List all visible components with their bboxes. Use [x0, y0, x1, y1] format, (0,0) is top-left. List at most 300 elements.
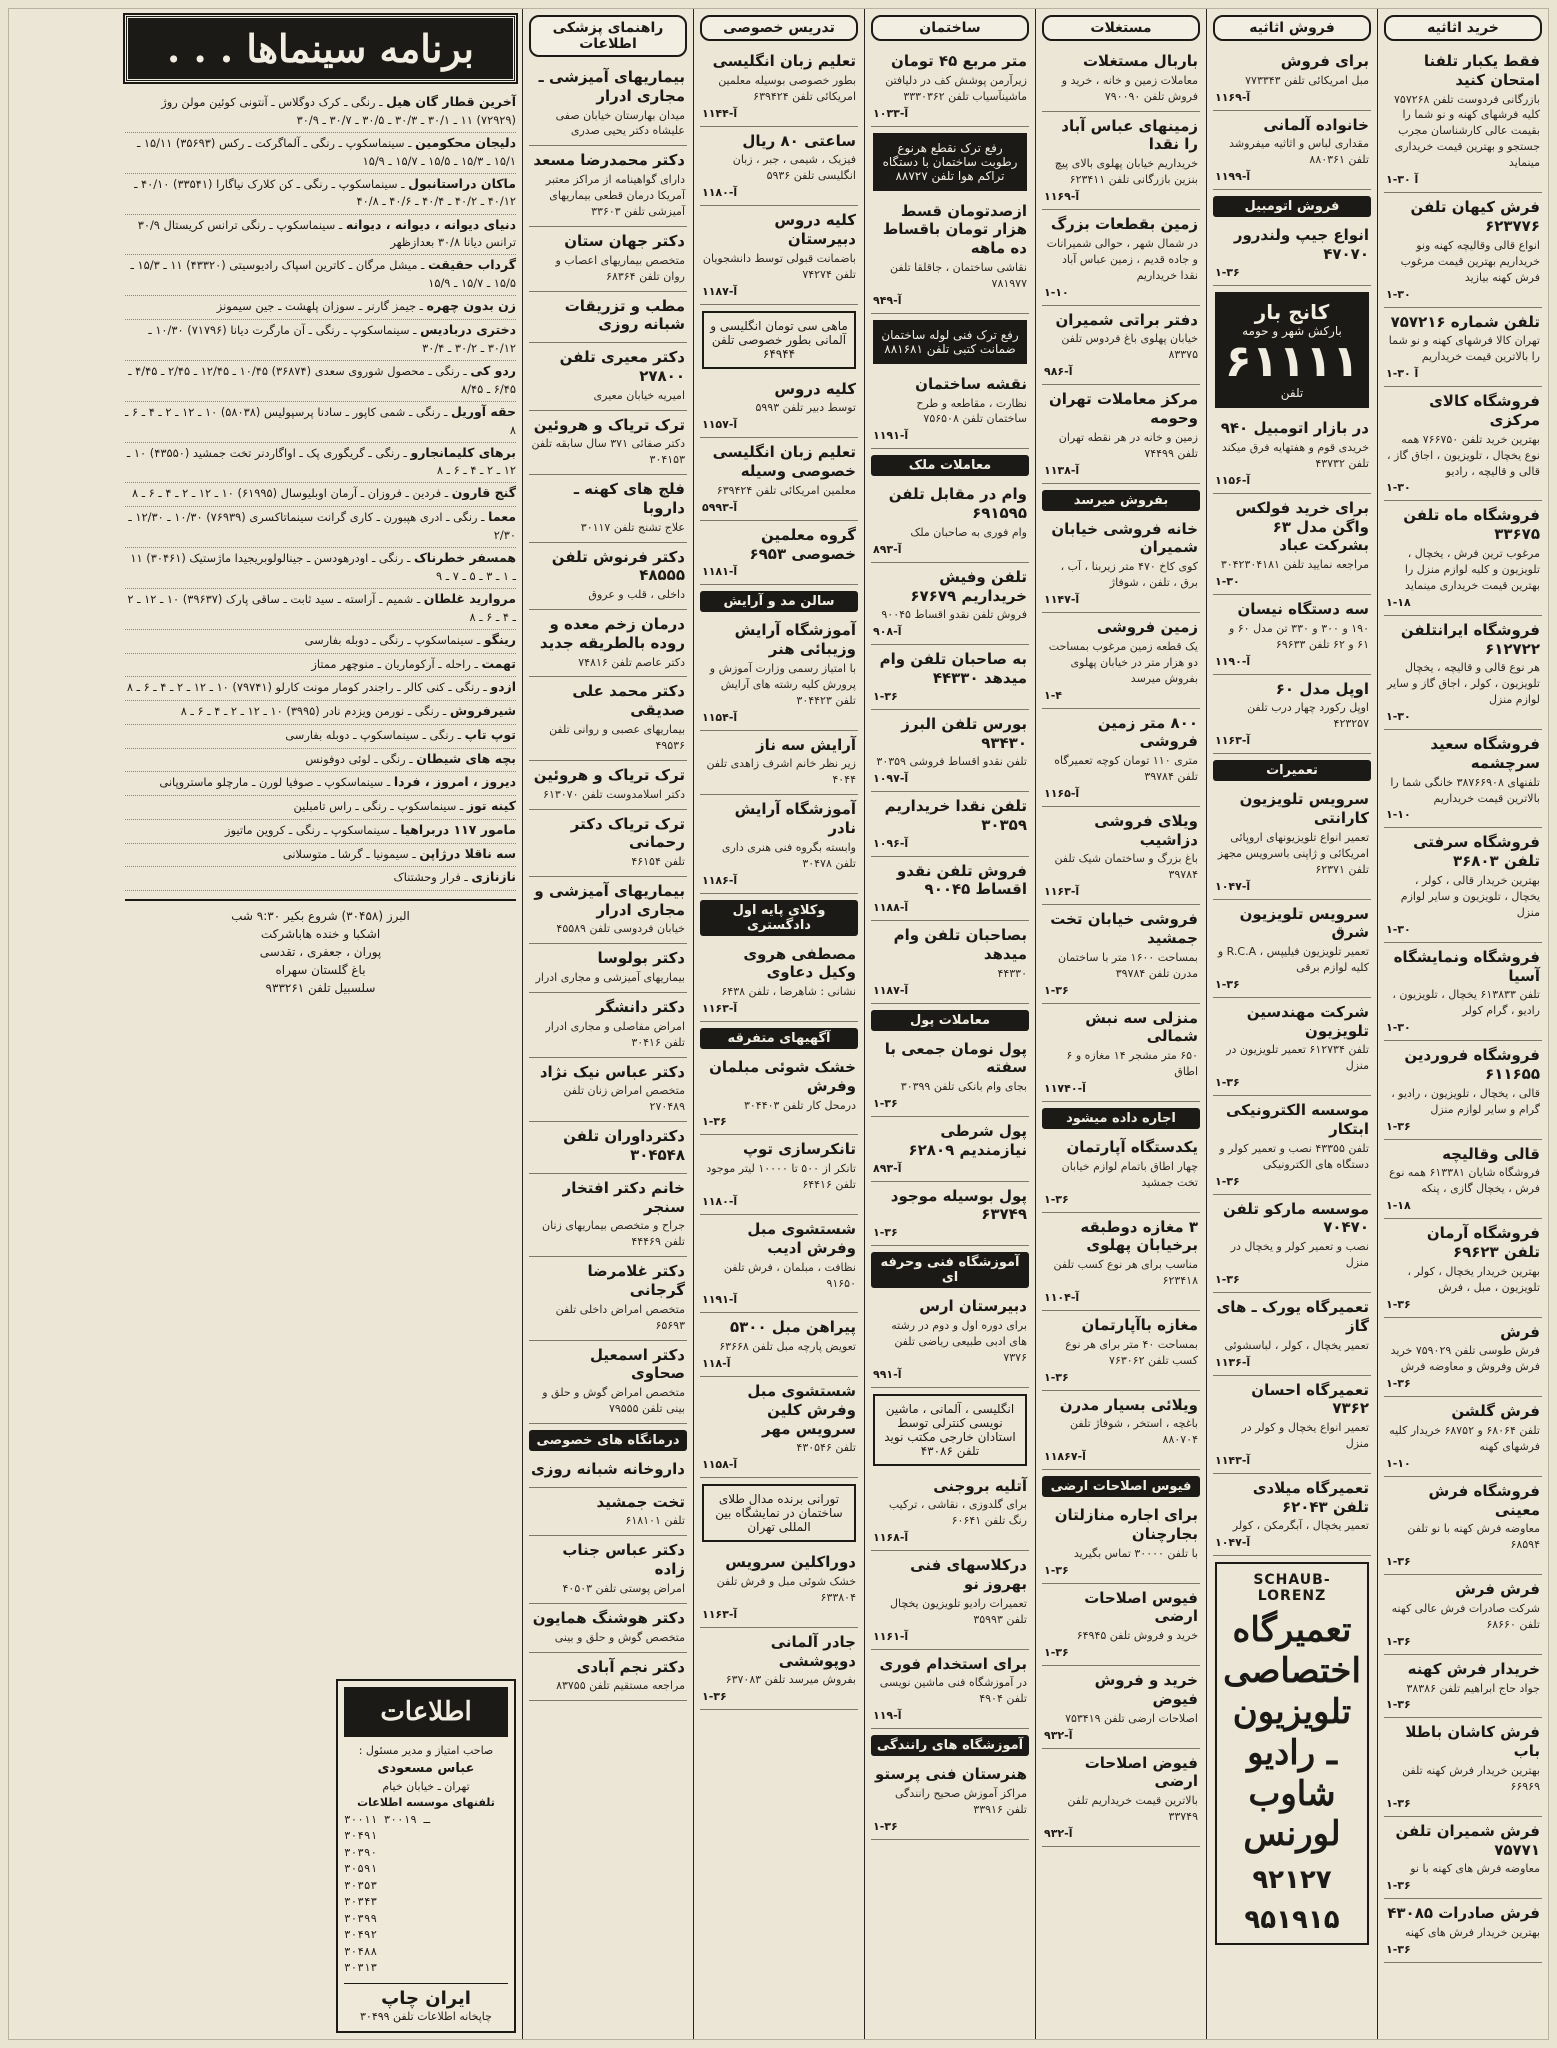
- section-band: فیوس اصلاحات ارضی: [1042, 1476, 1200, 1497]
- ad-code: ۱-۴: [1044, 688, 1062, 702]
- classified-ad: [1213, 998, 1371, 1096]
- classified-ad: [700, 1135, 858, 1215]
- ad-body: متخصص گوش و حلق و بینی: [554, 1630, 685, 1644]
- ad-code: آ-۱۱۸۷: [873, 983, 909, 997]
- ad-code: ۱-۳۶: [1215, 1076, 1240, 1090]
- ad-body: فروش تلفن نقدو اقساط ۹۰۰۴۵: [881, 608, 1027, 622]
- column-buy-furniture: [1377, 9, 1548, 2039]
- ad-list: [1042, 1133, 1200, 1470]
- ad-body: دکتر صفائی ۳۷۱ سال سابقه تلفن ۳۰۴۱۵۳: [531, 437, 685, 467]
- ad-title: تعلیم زبان انگلیسی: [712, 52, 856, 70]
- column-header: مستغلات: [1042, 15, 1200, 41]
- section-band: فروش اتومبیل: [1213, 196, 1371, 217]
- ad-title: فلج های کهنه ـ داروبا: [573, 480, 685, 517]
- ad-body: نظارت ، مقاطعه و طرح ساختمان تلفن ۷۵۶۵۰۸: [916, 396, 1027, 426]
- ad-title: برای اجاره منازلتان بجارچنان: [1054, 1506, 1198, 1543]
- ad-title: خانواده آلمانی: [1263, 115, 1369, 134]
- ad-title: دکترداوران تلفن ۳۰۴۵۴۸: [563, 1127, 685, 1165]
- ad-body: امیریه خیابان معیری: [593, 388, 685, 402]
- film-info: ـ سینماسکوپ ـ رنگی ترانس کریستال ۳۰/۹ ترانس دیانا ۳۰/۸ بعدازظهر: [137, 217, 516, 250]
- ad-code: ۱-۳۶: [1044, 1370, 1069, 1384]
- ad-code: آ-۱۱۵۸: [702, 1458, 738, 1472]
- ad-title: داروخانه شبانه روزی: [531, 1459, 685, 1478]
- cinema-list: [125, 92, 516, 891]
- classified-ad: [1213, 47, 1371, 111]
- boxed-ad-text: تورانی برنده مدال طلای ساختمان در نمایشگاه بین المللی تهران: [715, 1492, 843, 1535]
- ad-code: آ-۱۱۸۱: [702, 565, 738, 579]
- classified-ad: [1042, 613, 1200, 709]
- classified-ad: [700, 1053, 858, 1135]
- ad-body: برای دوره اول و دوم در رشته های ادبی طبیعی ریاضی تلفن ۷۳۷۶: [891, 1318, 1027, 1364]
- boxed-ad-text: رفع ترک نقطع هرنوع رطوبت ساختمان با دستگاه تراکم هوا تلفن ۸۸۷۲۷: [882, 140, 1018, 183]
- ad-title: جادر آلمانی دوپوششی: [770, 1632, 856, 1670]
- classified-ad: [529, 677, 687, 760]
- ad-code: ۱-۳۶: [1215, 1273, 1240, 1287]
- ad-list: [529, 1455, 687, 1701]
- classified-ad: [871, 480, 1029, 562]
- cinema-entry: [125, 630, 516, 654]
- film-title: دنیای دیوانه ، دیوانه ، دیوانه: [345, 216, 516, 232]
- classified-ad: [529, 1257, 687, 1340]
- ad-list: [871, 197, 1029, 314]
- classified-ad: [700, 127, 858, 207]
- ad-code: ۱-۳۰: [1386, 710, 1411, 724]
- ad-title: درکلاسهای فنی بهروز نو: [910, 1556, 1027, 1593]
- ad-body: نظافت ، مبلمان ، فرش تلفن ۹۱۶۵۰: [723, 1260, 856, 1290]
- ad-title: آتلیه بروجنی: [933, 1476, 1027, 1495]
- section-band: آموزشگاه فنی وحرفه ای: [871, 1252, 1029, 1288]
- section-band: معاملات ملک: [871, 455, 1029, 476]
- film-info: ـ میشل مرگان ـ کاترین اسپاک رادیوسیتی (۴۳۳۲۰) ۱۱ ـ ۱۵/۳ ـ ۱۵/۵ ـ ۱۵/۷ ـ ۱۵/۹: [130, 258, 516, 291]
- ad-title: بورس تلفن البرز ۹۳۴۳۰: [901, 714, 1027, 752]
- classified-ad: [871, 1760, 1029, 1840]
- ad-list: [1042, 515, 1200, 1102]
- cinema-entry: [125, 796, 516, 820]
- cinema-entry: [125, 772, 516, 796]
- ad-body: ۴۴۳۳۰: [997, 966, 1027, 980]
- ad-title: سه دستگاه نیسان: [1237, 600, 1369, 619]
- classified-ad: [700, 375, 858, 439]
- ad-title: فرش گلشن: [1451, 1402, 1540, 1421]
- ad-code: آ-۹۳۲: [1044, 1728, 1073, 1742]
- ad-list: [871, 480, 1029, 1003]
- cargo-phone-label: تلفن: [1280, 386, 1304, 401]
- ad-title: خانم دکتر افتخار سنجر: [562, 1178, 685, 1216]
- ad-code: آ-۱۰۳۳: [873, 106, 909, 120]
- ad-title: کلیه دروس دبیرستان: [774, 211, 856, 248]
- classified-ad: [529, 1122, 687, 1174]
- cinema-entry: [125, 725, 516, 749]
- classified-ad: [700, 521, 858, 586]
- ad-code: آ-۱۱۳۶: [1215, 1355, 1251, 1369]
- pharmacy-line: اشکبا و خنده هاباشرکت: [260, 927, 381, 942]
- cargo-ad-box: [1215, 292, 1369, 408]
- ad-list: [871, 1035, 1029, 1246]
- boxed-ad: [702, 311, 856, 369]
- ad-body: بطور خصوصی بوسیله معلمین امریکائی تلفن ۶۳۹۴۲۴: [718, 73, 856, 103]
- ad-body: نقاشی ساختمان ، جاقلقا تلفن ۷۸۱۹۷۷: [890, 260, 1027, 290]
- schaub-lorenz-ad: [1215, 1562, 1369, 1945]
- classified-ad: [1384, 943, 1542, 1041]
- film-info: ـ سینماسکوپ ـ رنگی ـ آن مارگرت دیانا (۷۱۷۹۶) ۱۰/۳۰ ـ ۳۰/۱۲ ـ ۳۰/۲ ـ ۳۰/۴: [148, 323, 516, 355]
- ad-title: دکتر جهان ستان: [564, 231, 685, 250]
- cinema-entry: [125, 820, 516, 844]
- cinema-entry: [125, 92, 516, 133]
- ad-title: دکتر محمد علی صدیقی: [572, 682, 685, 720]
- classified-ad: [1213, 1195, 1371, 1293]
- film-info: ـ رنگی ـ لوئی دوفونس: [305, 751, 413, 766]
- classified-ad: [1042, 1501, 1200, 1583]
- ad-body: تلفن نقدو اقساط فروشی ۳۰۳۵۹: [876, 755, 1027, 769]
- classified-ad: [1384, 308, 1542, 388]
- ad-code: آ-۱۱۷۴۰: [1044, 1082, 1086, 1095]
- ad-body: زمین و خانه در هر نقطه تهران تلفن ۷۴۴۹۹: [1058, 430, 1198, 460]
- ad-title: باربال مستغلات: [1082, 52, 1198, 70]
- film-info: ـ سینماسکوپ ـ صوفیا لورن ـ مارچلو ماستروپانی: [159, 775, 391, 790]
- section-band: معاملات پول: [871, 1010, 1029, 1031]
- ad-list: [871, 47, 1029, 127]
- ad-body: تعمیر انواع یخچال و کولر در منزل: [1241, 1421, 1369, 1450]
- ad-body: وابسته بگروه فنی هنری داری تلفن ۳۰۴۷۸: [721, 840, 856, 870]
- ad-code: آ-۱۱۶۵: [1044, 786, 1080, 800]
- ad-body: دارای گواهینامه از مراکز معتبر آمریکا درمان قطعی بیماریهای آمیزشی تلفن ۳۳۶۰۳: [545, 173, 685, 218]
- cinema-entry: [125, 255, 516, 296]
- classified-ad: [700, 1313, 858, 1377]
- ad-title: فروشگاه سرفتی تلفن ۳۶۸۰۳: [1413, 833, 1540, 871]
- ad-body: معاملات زمین و خانه ، خرید و فروش تلفن ۷۹۰۰۹۰: [1061, 73, 1198, 103]
- ad-code: ۱-۳۶: [1044, 983, 1069, 997]
- ad-body: بهترین خریدار قالی ، کولر ، یخچال ، تلویزیون و سایر لوازم منزل: [1400, 873, 1540, 919]
- section-band: اجاره داده میشود: [1042, 1108, 1200, 1129]
- ad-body: خریداریم خیابان پهلوی بالای پیچ بنزین بازرگانی تلفن ۶۲۳۴۱۱: [1054, 157, 1198, 187]
- ad-code: ۱-۳۰ آ: [1386, 367, 1419, 381]
- ad-list: [1213, 785, 1371, 1556]
- cinema-entry: [125, 443, 516, 484]
- classified-ad: [1384, 1718, 1542, 1816]
- classified-ad: [529, 610, 687, 677]
- ad-title: پول نومان جمعی با سفته: [884, 1039, 1027, 1077]
- ad-title: فروشگاه سعید سرچشمه: [1430, 735, 1540, 772]
- classified-ad: [1213, 494, 1371, 595]
- ad-title: دکتر اسمعیل صحاوی: [589, 1345, 685, 1383]
- column-sell-furniture: [1206, 9, 1377, 2039]
- ad-title: فرش صادرات ۴۳۰۸۵: [1387, 1904, 1540, 1923]
- classified-ad: [529, 1174, 687, 1257]
- classified-ad: [1213, 785, 1371, 899]
- ad-body: تعمیر یخچال ، آبگرمکن ، کولر: [1232, 1519, 1369, 1533]
- ad-body: بیماریهای عصبی و روانی تلفن ۴۹۵۳۶: [549, 722, 685, 752]
- ad-body: شرکت صادرات فرش عالی کهنه تلفن ۶۸۶۶۰: [1391, 1601, 1540, 1631]
- ad-title: سرویس تلویزیون شرق: [1239, 904, 1369, 942]
- classified-ad: [871, 645, 1029, 710]
- ad-title: فروشگاه ونمایشگاه آسیا: [1393, 947, 1540, 985]
- film-info: ـ سینماسکوپ ـ رنگی ـ کروین ماتیوز: [225, 822, 397, 837]
- ad-title: زمین فروشی: [1096, 617, 1198, 636]
- phones-list: [344, 1812, 508, 1977]
- film-title: تهمت: [481, 655, 516, 671]
- ad-code: آ-۱۱۶۹: [1044, 190, 1080, 203]
- classified-ad: [1384, 828, 1542, 942]
- ad-code: ۱-۱۰: [1386, 1456, 1411, 1470]
- ad-body: ۶۵۰ متر مشجر ۱۴ مغازه و ۶ اطاق: [1066, 1049, 1198, 1079]
- ad-list: [1213, 47, 1371, 190]
- ad-code: ۱-۳۰: [1386, 287, 1411, 301]
- ad-list: [700, 1548, 858, 1710]
- section-band: آگهیهای متفرقه: [700, 1028, 858, 1049]
- ad-title: تلفن نقدا خریداریم ۳۰۳۵۹: [884, 797, 1027, 834]
- film-title: توپ تاپ: [464, 726, 516, 742]
- ad-code: آ-۱۱۸۷: [702, 284, 738, 298]
- film-info: ـ رنگی ـ اودرهودسن ـ جینالولوبریجیدا ماژستیک (۳۰۴۶۱) ۱۱ ـ ۱ ـ ۳ ـ ۵ ـ ۷ ـ ۹: [130, 551, 516, 583]
- ad-code: ۱-۳۶: [873, 689, 898, 703]
- ad-code: آ-۱۱۹: [873, 1709, 902, 1723]
- ad-body: جراح و متخصص بیماریهای زنان تلفن ۴۴۴۶۹: [542, 1219, 685, 1249]
- ad-code: ۱-۳۶: [702, 1690, 727, 1704]
- ad-code: ۱-۳۰: [1215, 575, 1240, 589]
- cargo-subtitle: بارکش شهر و حومه: [1242, 323, 1342, 338]
- ad-code: ۱-۳۰: [1386, 922, 1411, 936]
- section-band: درمانگاه های خصوصی: [529, 1430, 687, 1451]
- classified-ad: [529, 292, 687, 344]
- ad-code: آ-۱۱۴۷: [1044, 592, 1080, 606]
- ad-body: خرید و فروش تلفن ۶۴۹۴۵: [1076, 1629, 1198, 1643]
- film-title: حقه آوریل: [450, 403, 516, 419]
- classified-ad: [1042, 385, 1200, 483]
- ad-list: [700, 940, 858, 1022]
- classified-ad: [1042, 1004, 1200, 1102]
- ad-body: تلفن ۴۳۰۵۴۶: [796, 1441, 856, 1455]
- ad-body: مبل امریکائی تلفن ۷۷۳۳۴۳: [1245, 73, 1369, 87]
- classified-ad: [1384, 1817, 1542, 1899]
- film-info: ـ شمیم ـ آراسته ـ سید ثابت ـ ساقی پارک (۳۹۶۳۷) ۱۰ ـ ۱۲ ـ ۲ ـ ۴ ـ ۶ ـ ۸: [127, 591, 516, 624]
- ad-title: یکدستگاه آپارتمان: [1066, 1138, 1198, 1156]
- classified-ad: [871, 1182, 1029, 1247]
- ad-code: ۱-۳۶: [873, 1226, 898, 1240]
- ad-body: باغچه ، استخر ، شوفاژ تلفن ۸۸۰۷۰۴: [1070, 1417, 1198, 1447]
- ad-title: دکتر فرنوش تلفن ۴۸۵۵۵: [551, 547, 685, 585]
- phone-number: ۳۰۳۱۳: [344, 1961, 378, 1974]
- classified-ad: [1384, 1575, 1542, 1655]
- cinema-entry: [125, 174, 516, 215]
- classified-ad: [871, 921, 1029, 1003]
- ad-body: امراض پوستی تلفن ۴۰۵۰۳: [562, 1581, 685, 1595]
- film-info: ـ رنگی ـ کرک دوگلاس ـ آنتونی کوئین مولن روژ (۷۲۹۲۹) ۱۱ ـ ۳۰/۱ ـ ۳۰/۳ ـ ۳۰/۵ ـ ۳۰/۷ ـ ۳۰/۹: [161, 95, 516, 127]
- ad-title: فقط یکبار تلفنا امتحان کنید: [1423, 52, 1540, 89]
- ad-title: دکتر عباس نیک نژاد: [539, 1062, 685, 1081]
- ad-title: تعمیرگاه احسان ۷۳۶۲: [1251, 1380, 1369, 1418]
- ad-body: بیماریهای آمیزشی و مجاری ادرار: [535, 971, 685, 985]
- ad-code: ۱-۱۸: [1386, 595, 1411, 609]
- film-info: ـ رنگی ـ نورمن ویزدم نادر (۳۹۹۵) ۱۰ ـ ۱۲ ـ ۲ ـ ۴ ـ ۶ ـ ۸: [180, 704, 447, 719]
- ad-title: تانکرسازی توپ: [742, 1140, 856, 1159]
- cinema-entry: [125, 701, 516, 725]
- ad-title: زمین بقطعات بزرگ: [1050, 215, 1198, 233]
- ad-body: کوی کاخ ۴۷۰ متر زیربنا ، آب ، برق ، تلفن ، شوفاژ: [1060, 560, 1198, 589]
- classified-ad: [529, 475, 687, 542]
- ad-body: متخصص امراض گوش و حلق و بینی تلفن ۷۹۵۵۵: [542, 1386, 685, 1415]
- classified-ad: [700, 616, 858, 730]
- ad-code: ۱-۳۰: [1386, 481, 1411, 495]
- ad-body: بالاترین قیمت خریداریم تلفن ۳۳۷۴۹: [1067, 1794, 1198, 1823]
- ad-title: دکتر نجم آبادی: [576, 1657, 685, 1676]
- ad-title: دکتر معیری تلفن ۲۷۸۰۰: [559, 348, 685, 385]
- ad-title: گروه معلمین خصوصی ۶۹۵۳: [749, 525, 856, 563]
- classified-ad: [871, 1035, 1029, 1117]
- ad-code: آ-۱۱۹۱: [702, 1293, 738, 1307]
- ad-body: بازرگانی فردوست تلفن ۷۵۷۲۶۸ کلیه فرشهای کهنه و نو شما را بقیمت عالی کارشناسان مجرب جستجو و بهترین قیمت خریداری مینماید: [1394, 92, 1540, 170]
- ad-code: آ-۱۱۸۶: [702, 873, 738, 887]
- classified-ad: [1042, 515, 1200, 613]
- classified-ad: [529, 1653, 687, 1702]
- section-band: تعمیرات: [1213, 760, 1371, 781]
- cinema-entry: [125, 654, 516, 678]
- ad-code: ۱-۳۶: [1386, 1555, 1411, 1569]
- classified-ad: [1042, 1584, 1200, 1666]
- ad-title: در بازار اتومبیل ۹۴۰: [1220, 419, 1369, 438]
- ad-title: فروش تلفن نقدو اقساط ۹۰۰۴۵: [896, 861, 1027, 899]
- film-title: زن بدون چهره: [426, 298, 516, 314]
- ad-body: متری ۱۱۰ تومان کوچه تعمیرگاه تلفن ۳۹۷۸۴: [1054, 754, 1198, 783]
- classified-ad: [700, 206, 858, 304]
- phone-number: ۳۰۴۸۸: [344, 1944, 378, 1958]
- ad-title: برای خرید فولکس واگن مدل ۶۳ بشرکت عباد: [1235, 498, 1369, 555]
- ad-body: تانکر از ۵۰۰ تا ۱۰۰۰۰ لیتر موجود تلفن ۶۴۴۱۶: [706, 1162, 856, 1192]
- ad-code: آ-۸۹۳: [873, 542, 902, 556]
- ad-title: فیوض اصلاحات ارضی: [1084, 1753, 1198, 1791]
- printer-name: ایران چاپ: [344, 1983, 508, 2009]
- ad-body: تعمیر یخچال ، کولر ، لباسشوئی: [1224, 1338, 1369, 1352]
- film-title: نازنازی: [471, 869, 516, 885]
- cinema-entry: [125, 483, 516, 507]
- classified-ad: [700, 731, 858, 796]
- address: تهران ـ خیابان خیام: [382, 1779, 470, 1793]
- ad-code: آ-۱۱۸۸: [873, 901, 909, 915]
- classified-ad: [1213, 675, 1371, 755]
- ad-body: یک قطعه زمین مرغوب بمساحت دو هزار متر در خیابان پهلوی بفروش میرسد: [1048, 639, 1198, 685]
- boxed-ad-text: رفع ترک فنی لوله ساختمان ضمانت کتبی تلفن ۸۸۱۶۸۱: [881, 327, 1019, 356]
- cinema-entry: [125, 320, 516, 361]
- ad-title: پیراهن مبل ۵۳۰۰: [730, 1318, 856, 1337]
- ad-title: خرید و فروش فیوض: [1094, 1671, 1198, 1708]
- film-title: شیرفروش: [449, 703, 516, 719]
- ad-code: ۱-۳۶: [873, 1097, 898, 1111]
- ad-title: تخت جمشید: [596, 1492, 685, 1511]
- classified-ad: [529, 1058, 687, 1123]
- cinema-entry: [125, 867, 516, 891]
- ad-title: فیوس اصلاحات ارضی: [1084, 1588, 1198, 1626]
- ad-code: آ-۱۱۰۴: [1044, 1291, 1080, 1304]
- column-medical-guide: [522, 9, 693, 2039]
- classified-ad: [871, 710, 1029, 792]
- ad-title: فرش: [1500, 1322, 1540, 1341]
- ad-body: اصلاحات ارضی تلفن ۷۵۳۴۱۹: [1065, 1711, 1198, 1725]
- ad-title: دکتر غلامرضا گرجانی: [587, 1262, 685, 1299]
- cinema-entry: [125, 215, 516, 256]
- ad-title: فروشگاه کالای مرکزی: [1429, 392, 1540, 429]
- column-header: خرید اثاثیه: [1384, 15, 1542, 41]
- ad-body: زیرآرمن پوشش کف در دلیافتن ماشینآسیاب تلفن ۳۳۳۰۳۶۲: [885, 73, 1027, 103]
- film-info: ـ سینماسکوپ ـ رنگی ـ کن کلارک نیاگارا (۳۳۵۴۱) ۴۰/۱۰ ـ ۴۰/۱۲ ـ ۴۰/۲ ـ ۴۰/۴ ـ ۴۰/۶ ـ ۴۰/۸: [134, 176, 516, 209]
- ad-title: فرش شمیران تلفن ۷۵۷۷۱: [1395, 1821, 1540, 1859]
- film-info: ـ رنگی ـ ادری هپبورن ـ کاری گرانت سینماتاکسری (۷۶۹۳۹) ۱۰/۳۰ ـ ۱۲/۳۰ ـ ۲/۳۰: [128, 510, 516, 542]
- film-info: ـ رنگی ـ سینماسکوپ ـ دوبله بفارسی: [285, 727, 461, 742]
- ad-title: مطب و تزریقات شبانه روزی: [564, 296, 685, 334]
- boxed-ad: [873, 320, 1027, 364]
- ad-body: تلفنهای ۳۸۷۶۶۹۰۸ خانگی شما را بالاترین قیمت خریداریم: [1390, 775, 1540, 805]
- film-title: همسفر خطرناک: [413, 550, 516, 566]
- ad-code: آ-۱۱۶۸: [873, 1531, 909, 1545]
- cargo-title: کانج بار: [1254, 299, 1330, 324]
- ad-code: آ-۸۹۳: [873, 1161, 902, 1175]
- boxed-ad: [702, 1484, 856, 1542]
- ad-code: ۱-۳۶: [1386, 1796, 1411, 1810]
- ad-code: آ-۱۱۶۹: [1215, 90, 1251, 104]
- ad-title: دوراکلین سرویس: [725, 1553, 856, 1572]
- film-title: مامور ۱۱۷ دربراهیا: [400, 821, 516, 837]
- film-title: ردو کی: [470, 362, 516, 378]
- ad-title: کلیه دروس: [774, 379, 856, 398]
- classified-ad: [871, 563, 1029, 645]
- ad-code: آ-۱۱۶۳: [702, 1607, 738, 1621]
- column-cinema: [119, 9, 522, 2039]
- boxed-ad: [873, 1394, 1027, 1466]
- classified-ad: [871, 857, 1029, 922]
- ad-body: چهار اطاق باتمام لوازم خیابان تخت جمشید: [1061, 1159, 1198, 1189]
- ad-body: تلفن ۴۶۱۵۴: [631, 855, 685, 868]
- ad-title: آموزشگاه آرایش نادر: [734, 800, 856, 837]
- newspaper-logo: اطلاعات: [344, 1687, 508, 1737]
- ad-title: شستشوی مبل وفرش کلین سرویس مهر: [747, 1382, 856, 1438]
- classified-ad: [1213, 1474, 1371, 1556]
- ad-body: تلفن ۶۱۲۷۳۴ تعمیر تلویزیون در منزل: [1226, 1043, 1369, 1073]
- phone-number: ۳۰۳۹۹: [344, 1911, 378, 1925]
- ad-code: ۱-۳۶: [1044, 1646, 1069, 1660]
- ad-title: مصطفی هروی وکیل دعاوی: [743, 944, 856, 982]
- classified-ad: [1384, 1397, 1542, 1477]
- film-info: ـ سینماسکوپ ـ رنگی ـ دوبله بفارسی: [304, 632, 481, 647]
- printer-sub: چاپخانه اطلاعات تلفن ۳۰۴۹۹: [360, 2009, 492, 2023]
- phone-number: ۳۰۴۹۱: [344, 1829, 378, 1842]
- newspaper-masthead: [336, 1679, 516, 2034]
- cinema-entry: [125, 133, 516, 174]
- ad-list: [700, 616, 858, 893]
- ad-title: دبیرستان ارس: [919, 1297, 1027, 1316]
- film-title: کینه توز: [466, 798, 516, 814]
- ad-title: نقشه ساختمان: [915, 374, 1027, 393]
- ad-body: مراجعه نمایید تلفن ۳۰۴۲۳۰۴۱۸۱: [1220, 558, 1369, 572]
- ad-code: آ-۱۱۸۶۷: [1044, 1450, 1086, 1464]
- ad-body: بهترین خریدار فرش کهنه تلفن ۶۶۹۶۹: [1402, 1763, 1540, 1793]
- classified-ad: [529, 944, 687, 993]
- film-title: گرداب حقیقت: [428, 257, 516, 273]
- ad-code: ۱-۳۶: [1386, 1698, 1411, 1712]
- ad-body: توسط دبیر تلفن ۵۹۹۳: [755, 401, 856, 415]
- ad-code: آ-۱۱۸۰: [702, 1195, 738, 1209]
- ad-code: آ-۱۱۳۸: [1044, 463, 1080, 477]
- ad-title: تلفن وفیش خریداریم ۶۷۶۷۹: [910, 567, 1027, 605]
- classified-page: [8, 8, 1549, 2040]
- ad-title: فروشگاه فروردین ۶۱۱۶۵۵: [1404, 1046, 1540, 1083]
- schaub-phone-2: ۹۵۱۹۱۵: [1244, 1905, 1340, 1936]
- ad-body: مراکز آموزش صحیح رانندگی تلفن ۳۳۹۱۶: [895, 1787, 1027, 1816]
- ad-title: وام در مقابل تلفن ۶۹۱۵۹۵: [888, 485, 1027, 523]
- ad-list: [529, 63, 687, 1424]
- ad-code: ۱-۳۶: [1386, 1942, 1411, 1956]
- classified-ad: [871, 1650, 1029, 1730]
- column-real-estate: [1035, 9, 1206, 2039]
- film-info: ـ سیمونیا ـ گرشا ـ متوسلانی: [282, 846, 416, 861]
- ad-title: خریدار فرش کهنه: [1407, 1659, 1540, 1678]
